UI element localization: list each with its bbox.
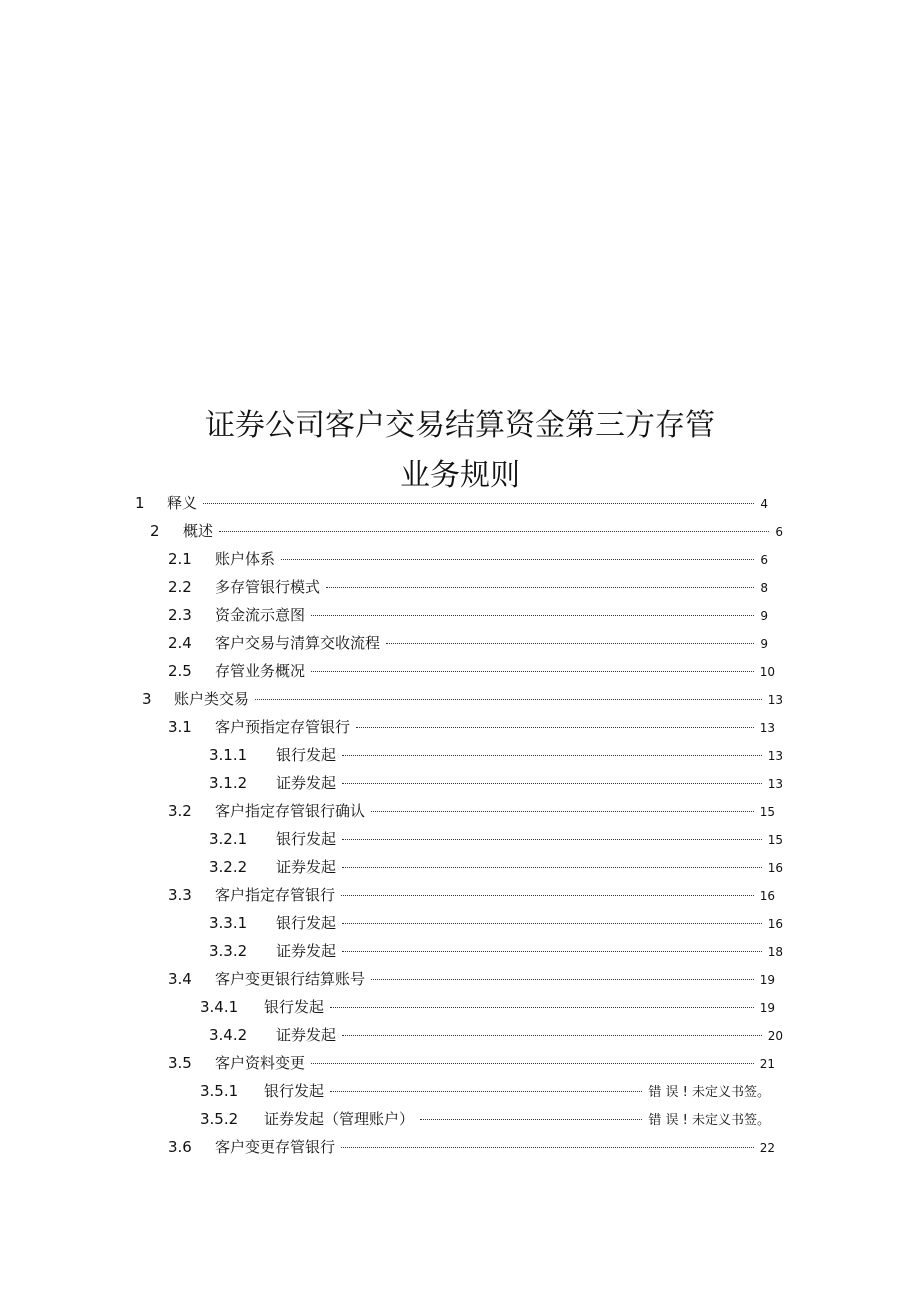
- toc-dot-leader: [420, 1119, 642, 1120]
- toc-entry-number: 3.5.1: [200, 1082, 239, 1100]
- toc-entry-page: 错 误 ! 未定义书签。: [648, 1113, 770, 1128]
- toc-entry[interactable]: [142, 688, 783, 710]
- toc-entry[interactable]: [209, 912, 783, 934]
- toc-entry-label: 客户变更银行结算账号: [215, 970, 366, 988]
- toc-entry-page: 10: [759, 665, 775, 679]
- toc-entry-page: 16: [759, 889, 775, 903]
- toc-dot-leader: [371, 811, 754, 812]
- toc-entry[interactable]: [135, 492, 768, 514]
- toc-entry-page: 16: [767, 917, 783, 931]
- toc-entry-number: 2.4: [168, 634, 192, 652]
- toc-entry-label: 证券发起: [276, 942, 337, 960]
- toc-entry-page: 9: [760, 609, 768, 623]
- toc-entry-label: 概述: [183, 522, 214, 540]
- toc-entry[interactable]: [209, 856, 783, 878]
- toc-entry[interactable]: [168, 1136, 775, 1158]
- toc-entry-page: 13: [759, 721, 775, 735]
- toc-entry-number: 3.2: [168, 802, 192, 820]
- toc-dot-leader: [342, 783, 762, 784]
- toc-entry-page: 16: [767, 861, 783, 875]
- toc-entry-label: 客户资料变更: [215, 1054, 306, 1072]
- toc-dot-leader: [342, 867, 762, 868]
- toc-entry-number: 3.3.1: [209, 914, 248, 932]
- toc-entry[interactable]: [168, 1052, 775, 1074]
- toc-dot-leader: [342, 839, 762, 840]
- toc-entry-number: 3.4: [168, 970, 192, 988]
- toc-entry[interactable]: [168, 604, 768, 626]
- toc-entry[interactable]: [150, 520, 783, 542]
- toc-entry-page: 错 误 ! 未定义书签。: [648, 1085, 770, 1100]
- toc-entry-label: 客户交易与清算交收流程: [215, 634, 381, 652]
- toc-entry-page: 9: [760, 637, 768, 651]
- toc-entry-label: 银行发起: [264, 1082, 325, 1100]
- toc-entry-page: 6: [775, 525, 783, 539]
- toc-dot-leader: [311, 1063, 754, 1064]
- toc-entry-number: 3.1: [168, 718, 192, 736]
- toc-dot-leader: [342, 951, 762, 952]
- toc-entry-page: 13: [767, 749, 783, 763]
- toc-entry-label: 存管业务概况: [215, 662, 306, 680]
- toc-entry-label: 客户预指定存管银行: [215, 718, 351, 736]
- toc-entry[interactable]: [200, 996, 775, 1018]
- toc-entry-number: 3: [142, 690, 152, 708]
- toc-entry[interactable]: [168, 968, 775, 990]
- toc-entry[interactable]: [209, 1024, 783, 1046]
- toc-dot-leader: [342, 1035, 762, 1036]
- toc-dot-leader: [326, 587, 754, 588]
- toc-entry-page: 18: [767, 945, 783, 959]
- toc-entry[interactable]: [200, 1108, 770, 1130]
- toc-entry[interactable]: [168, 884, 775, 906]
- toc-entry-number: 3.6: [168, 1138, 192, 1156]
- toc-dot-leader: [356, 727, 754, 728]
- toc-entry-label: 账户体系: [215, 550, 276, 568]
- toc-entry-page: 13: [767, 777, 783, 791]
- toc-entry-number: 3.5.2: [200, 1110, 239, 1128]
- toc-entry[interactable]: [209, 940, 783, 962]
- toc-entry-label: 证券发起: [276, 1026, 337, 1044]
- toc-dot-leader: [281, 559, 754, 560]
- toc-entry[interactable]: [209, 828, 783, 850]
- toc-dot-leader: [311, 615, 754, 616]
- toc-entry-page: 8: [760, 581, 768, 595]
- toc-entry-number: 3.4.2: [209, 1026, 248, 1044]
- toc-entry-label: 证券发起: [276, 774, 337, 792]
- toc-entry-label: 账户类交易: [174, 690, 250, 708]
- toc-entry-page: 4: [760, 497, 768, 511]
- toc-entry-label: 释义: [167, 494, 198, 512]
- toc-entry-page: 6: [760, 553, 768, 567]
- toc-dot-leader: [342, 755, 762, 756]
- toc-entry-number: 3.3: [168, 886, 192, 904]
- toc-entry-number: 3.5: [168, 1054, 192, 1072]
- toc-entry-number: 1: [135, 494, 145, 512]
- toc-entry-label: 客户指定存管银行确认: [215, 802, 366, 820]
- toc-entry-page: 15: [767, 833, 783, 847]
- toc-entry-label: 银行发起: [276, 914, 337, 932]
- toc-entry[interactable]: [168, 716, 775, 738]
- toc-dot-leader: [203, 503, 754, 504]
- toc-dot-leader: [341, 895, 754, 896]
- toc-entry-number: 2.1: [168, 550, 192, 568]
- toc-entry-label: 多存管银行模式: [215, 578, 321, 596]
- toc-entry[interactable]: [168, 632, 768, 654]
- toc-entry-number: 3.2.1: [209, 830, 248, 848]
- toc-entry-number: 2.2: [168, 578, 192, 596]
- toc-entry-number: 2: [150, 522, 160, 540]
- toc-dot-leader: [342, 923, 762, 924]
- toc-entry-label: 银行发起: [276, 746, 337, 764]
- toc-entry-page: 22: [759, 1141, 775, 1155]
- toc-dot-leader: [219, 531, 769, 532]
- toc-dot-leader: [330, 1091, 642, 1092]
- toc-entry-label: 客户变更存管银行: [215, 1138, 336, 1156]
- toc-entry-number: 3.2.2: [209, 858, 248, 876]
- document-title-line-1: 证券公司客户交易结算资金第三方存管: [205, 408, 715, 443]
- toc-entry[interactable]: [168, 548, 768, 570]
- toc-entry-label: 银行发起: [276, 830, 337, 848]
- toc-entry-number: 3.3.2: [209, 942, 248, 960]
- toc-entry-label: 客户指定存管银行: [215, 886, 336, 904]
- toc-entry[interactable]: [209, 772, 783, 794]
- toc-entry-page: 19: [759, 1001, 775, 1015]
- toc-entry-number: 2.3: [168, 606, 192, 624]
- toc-entry-page: 15: [759, 805, 775, 819]
- toc-entry[interactable]: [209, 744, 783, 766]
- toc-dot-leader: [371, 979, 754, 980]
- toc-entry-page: 19: [759, 973, 775, 987]
- toc-dot-leader: [341, 1147, 754, 1148]
- toc-entry-label: 证券发起（管理账户）: [264, 1110, 415, 1128]
- toc-dot-leader: [386, 643, 754, 644]
- toc-dot-leader: [330, 1007, 754, 1008]
- toc-entry-number: 2.5: [168, 662, 192, 680]
- toc-entry-label: 资金流示意图: [215, 606, 306, 624]
- toc-entry-label: 证券发起: [276, 858, 337, 876]
- toc-dot-leader: [255, 699, 762, 700]
- toc-dot-leader: [311, 671, 754, 672]
- toc-entry-number: 3.4.1: [200, 998, 239, 1016]
- toc-entry[interactable]: [200, 1080, 770, 1102]
- toc-entry[interactable]: [168, 800, 775, 822]
- toc-entry-number: 3.1.2: [209, 774, 248, 792]
- toc-entry[interactable]: [168, 660, 775, 682]
- toc-entry-page: 13: [767, 693, 783, 707]
- toc-entry-page: 21: [759, 1057, 775, 1071]
- toc-entry-label: 银行发起: [264, 998, 325, 1016]
- document-title-line-2: 业务规则: [400, 458, 520, 493]
- toc-entry[interactable]: [168, 576, 768, 598]
- toc-entry-page: 20: [767, 1029, 783, 1043]
- toc-entry-number: 3.1.1: [209, 746, 248, 764]
